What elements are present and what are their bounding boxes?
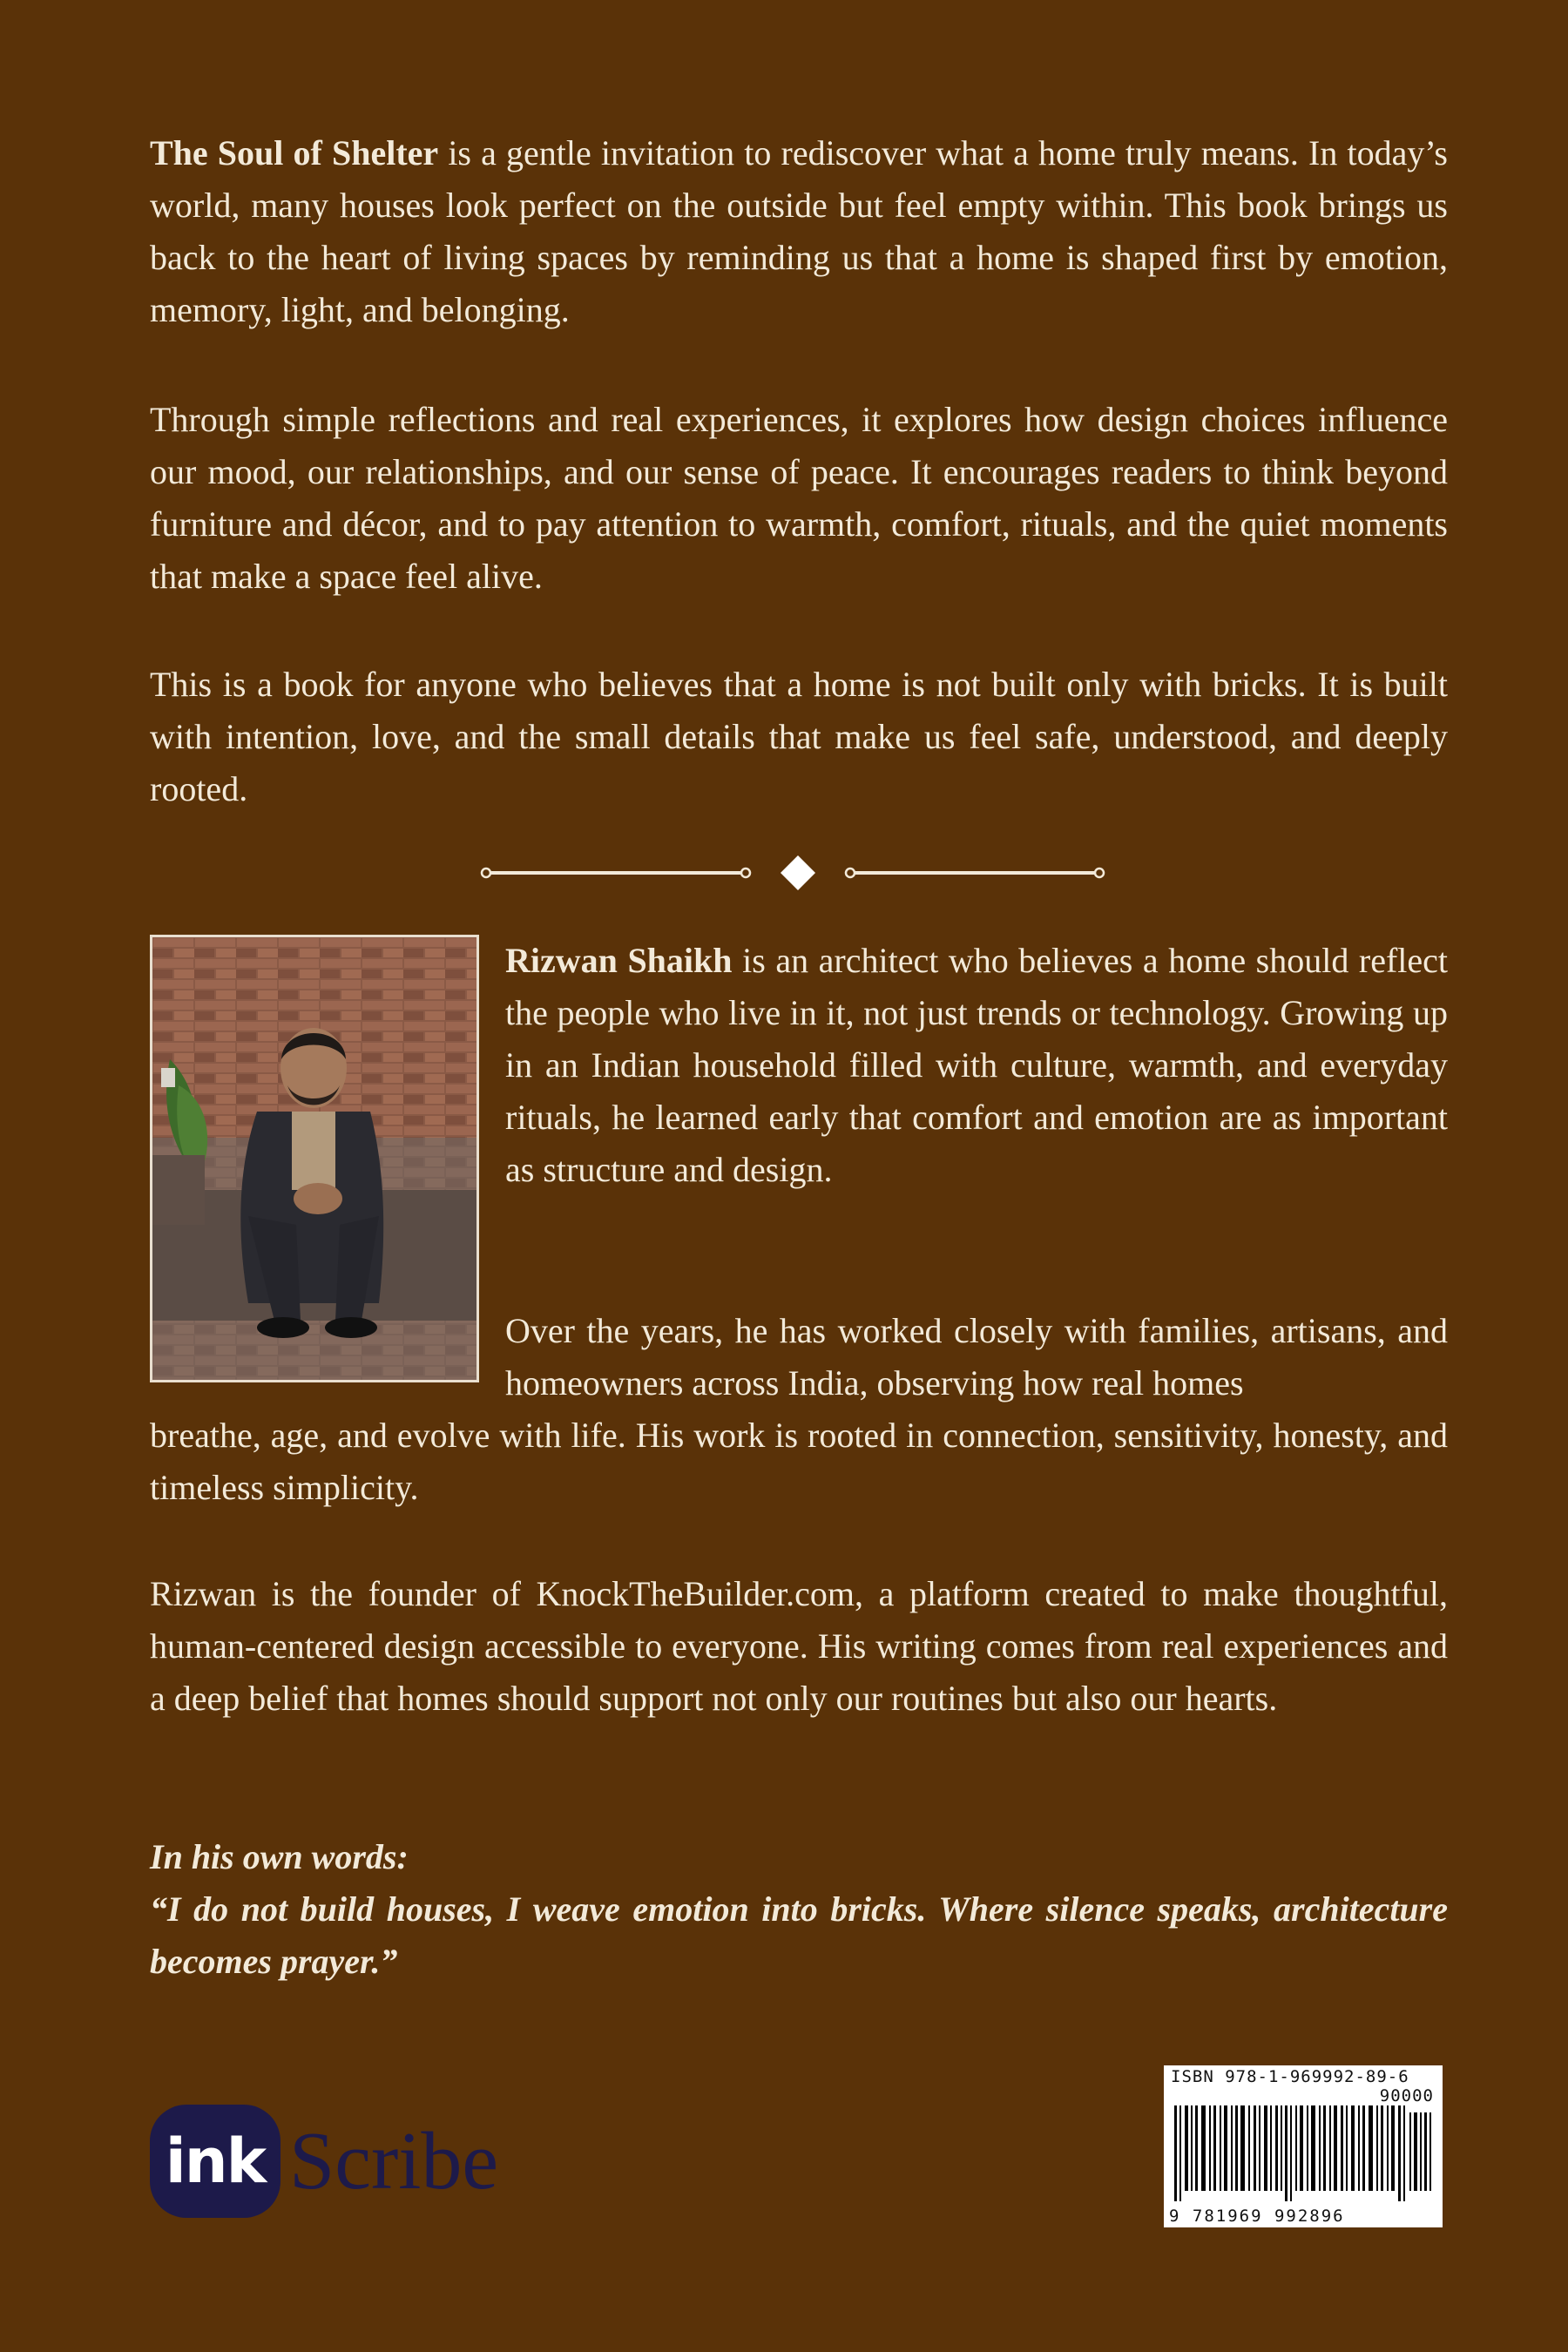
isbn-number: ISBN 978-1-969992-89-6: [1171, 2067, 1409, 2086]
author-bio-2a: Over the years, he has worked closely with families, artisans, and homeowners across India, observing how real homes: [505, 1311, 1448, 1402]
publisher-logo: [150, 2099, 533, 2221]
ean-number: 9 781969 992896: [1169, 2207, 1345, 2226]
blurb-paragraph-1: [150, 127, 1448, 336]
author-name: Rizwan Shaikh: [505, 941, 733, 980]
author-bio-1: [505, 935, 1448, 1196]
quote-heading: In his own words:: [150, 1837, 409, 1876]
blurb-paragraph-3: This is a book for anyone who believes that a home is not built only with bricks. It is built with intention, love, and the small details that make us feel safe, understood, and deeply rooted.: [150, 665, 1448, 808]
price-code: 90000: [1379, 2086, 1434, 2105]
publisher-badge-text: ink: [165, 2126, 266, 2197]
author-bio-2b: breathe, age, and evolve with life. His work is rooted in connection, sensitivity, honesty, and timeless simplicity.: [150, 1416, 1448, 1507]
author-bio-1-text: is an architect who believes a home should reflect the people who live in it, not just trends or technology. Growing up in an Indian household filled with culture, warmth, and everyday rituals, he learned early that comfort and emotion are as important as structure and design.: [505, 941, 1449, 1189]
publisher-name: Scribe: [289, 2116, 499, 2207]
author-bio-3: Rizwan is the founder of KnockTheBuilder.com, a platform created to make thoughtful, human-centered design accessible to everyone. His writing comes from real experiences and a deep belief that homes should support not only our routines but also our hearts.: [150, 1574, 1448, 1718]
author-photo: [150, 935, 479, 1382]
isbn-barcode: [1164, 2065, 1443, 2227]
blurb-p1-text: is a gentle invitation to rediscover what a home truly means. In today’s world, many houses look perfect on the outside but feel empty within. This book brings us back to the heart of living spaces by reminding us that a home is shaped first by emotion, memory, light, and belonging.: [150, 133, 1448, 329]
ornamental-divider: [479, 854, 1106, 892]
barcode-bars: [1171, 2105, 1436, 2201]
blurb-paragraph-2: Through simple reflections and real experiences, it explores how design choices influence our mood, our relationships, and our sense of peace. It encourages readers to think beyond furniture and décor, and to pay attention to warmth, comfort, rituals, and the quiet moments that make a space feel alive.: [150, 400, 1448, 596]
author-quote: “I do not build houses, I weave emotion into bricks. Where silence speaks, architecture becomes prayer.”: [150, 1889, 1448, 1981]
book-title: The Soul of Shelter: [150, 133, 439, 172]
